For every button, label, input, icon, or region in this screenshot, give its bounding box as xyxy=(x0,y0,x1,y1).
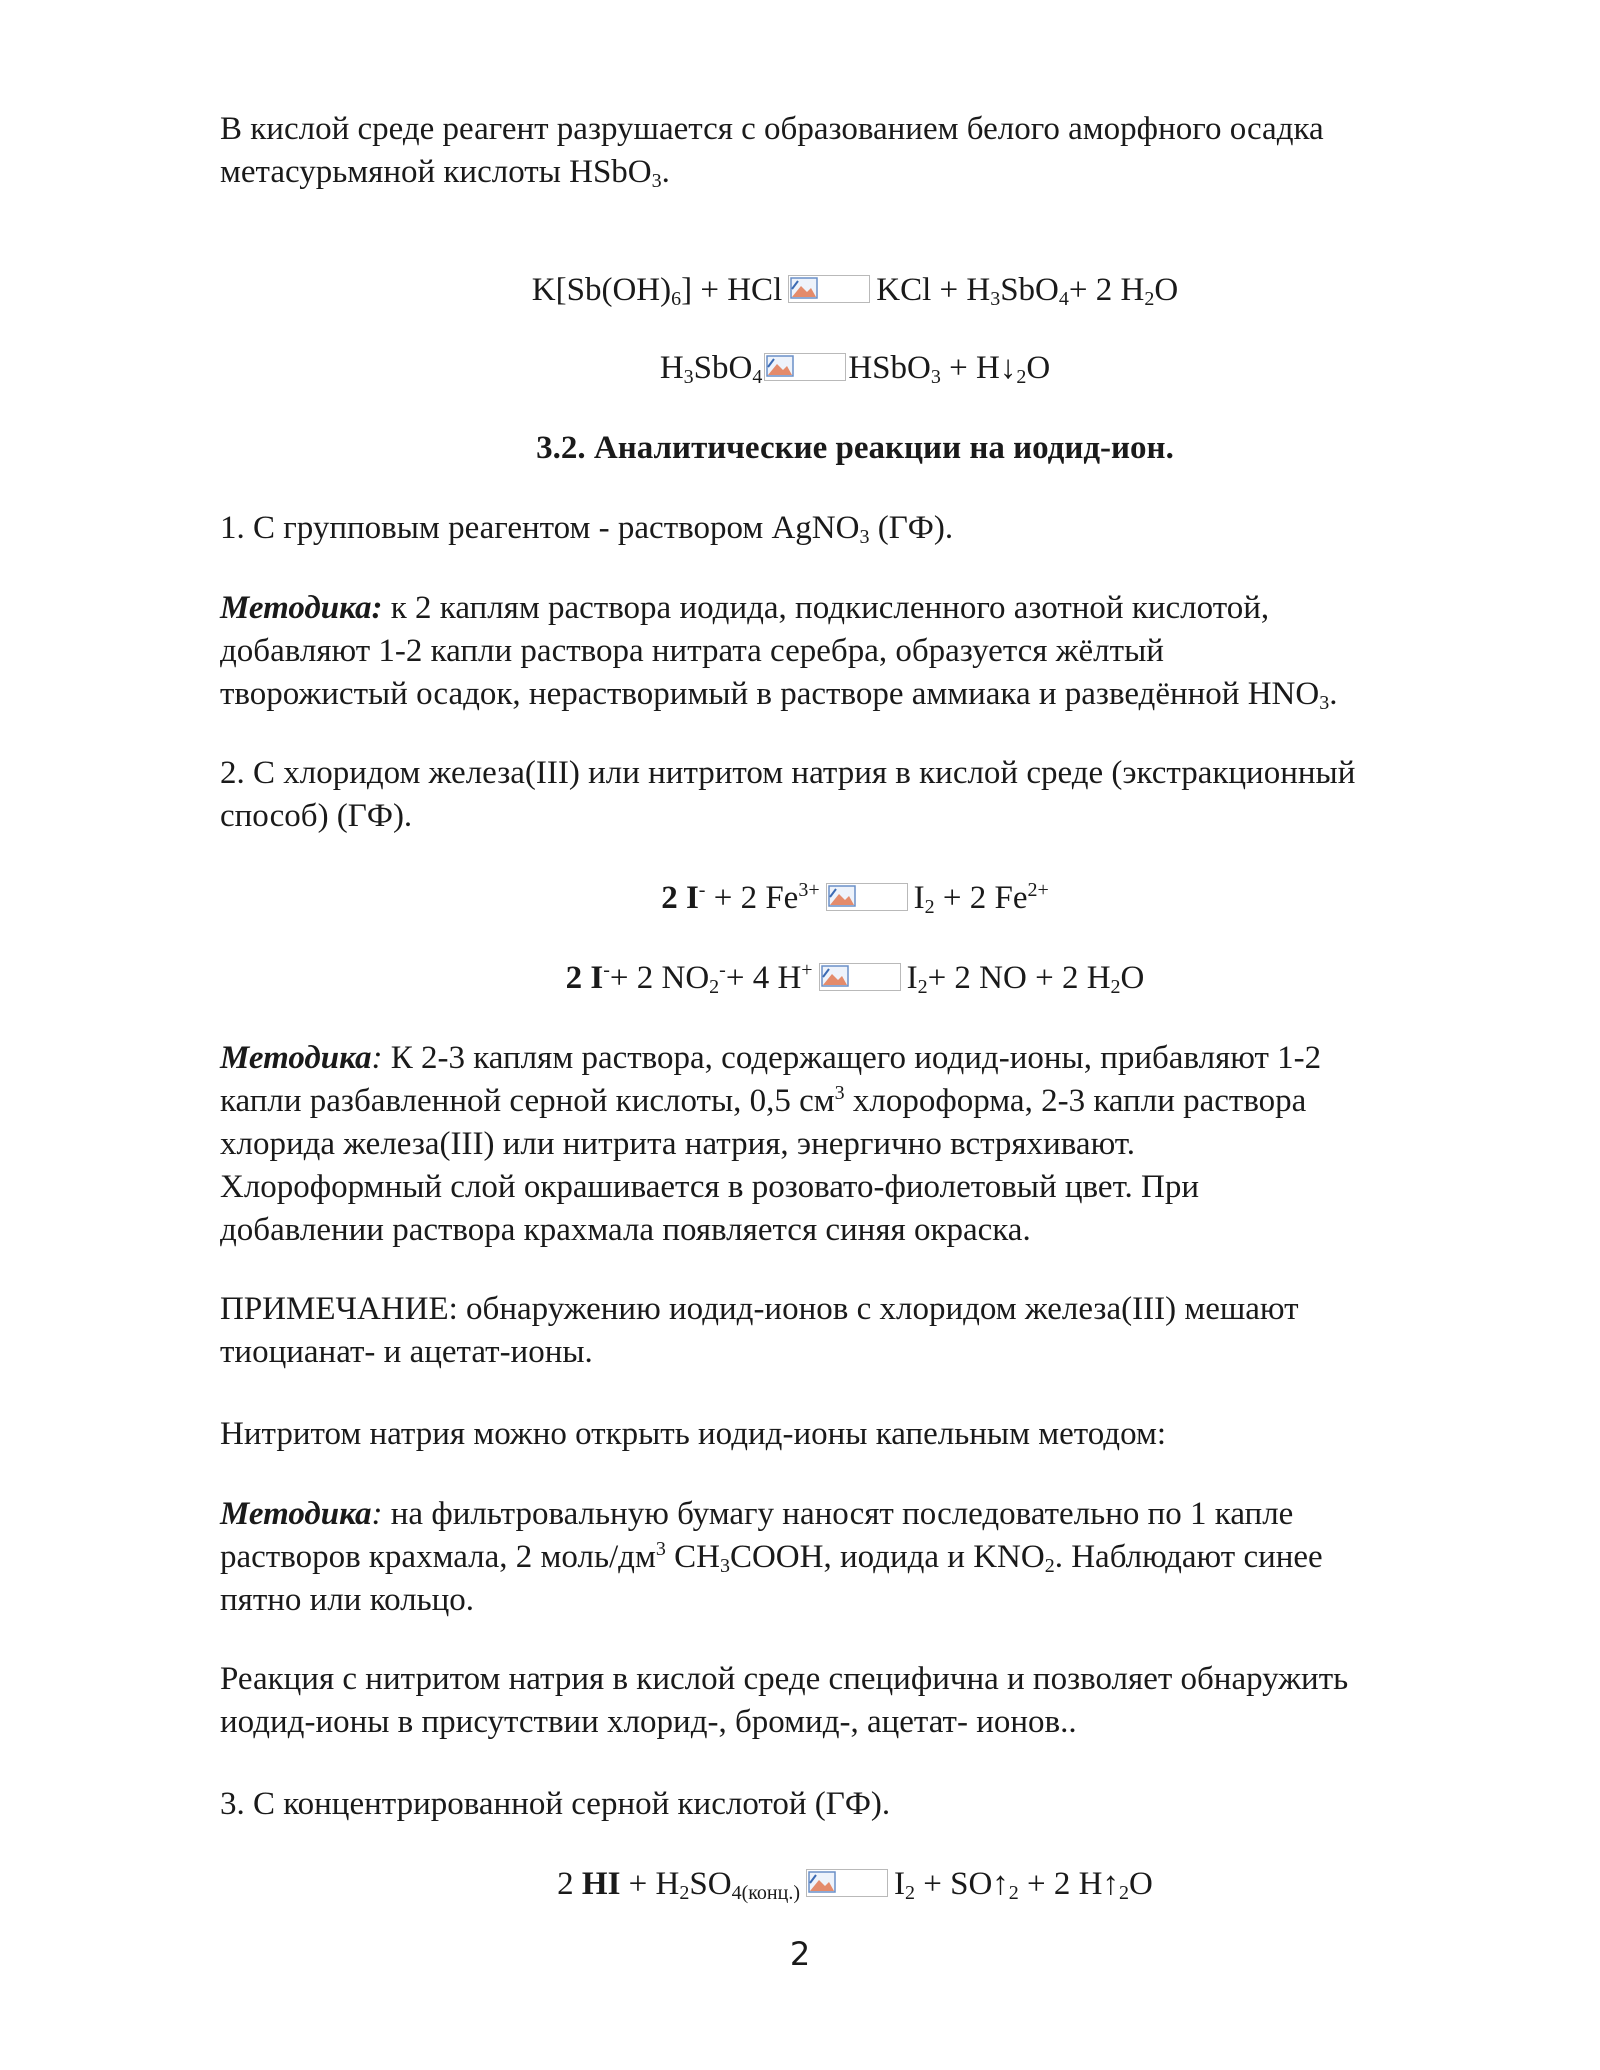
text-line: добавлении раствора крахмала появляется синяя окраска. xyxy=(220,1212,1031,1248)
text-line: иодид-ионы в присутствии хлорид-, бромид-, ацетат- ионов.. xyxy=(220,1704,1077,1740)
broken-image-icon xyxy=(826,883,908,911)
text-line: способ) (ГФ). xyxy=(220,798,413,834)
text-line: Методика: к 2 каплям раствора иодида, подкисленного азотной кислотой, xyxy=(220,590,1270,626)
item-3: 3. С концентрированной серной кислотой (ГФ). xyxy=(220,1786,891,1822)
text-line: Методика: К 2-3 каплям раствора, содержащего иодид-ионы, прибавляют 1-2 xyxy=(220,1040,1322,1076)
text-line: растворов крахмала, 2 моль/$дм^3$ $CH_3COOH$, иодида и $KNO_2$. Наблюдают синее xyxy=(220,1538,1323,1577)
paragraph-acid-decomposition xyxy=(220,108,1490,194)
text-line: хлорида железа(III) или нитрита натрия, энергично встряхивают. xyxy=(220,1126,1135,1162)
item-1: 1. С групповым реагентом - раствором AgNO$_3$ (ГФ). xyxy=(220,510,954,548)
text-line: ПРИМЕЧАНИЕ: обнаружению иодид-ионов с хлоридом железа(III) мешают xyxy=(220,1291,1299,1327)
equation-1: $K[Sb(OH)_6]$ + HCl KCl + $H_3SbO_4+ 2$ $H_2O$ xyxy=(531,272,1179,310)
text-line: тиоцианат- и ацетат-ионы. xyxy=(220,1334,593,1370)
method-label: Методика: xyxy=(220,590,383,626)
method-2 xyxy=(220,1037,1490,1252)
equation-5: 2 HI + $H_2SO_{4(конц.)}$ $I_2$ + $SO↑_2 + 2$ $H↑_2O$ xyxy=(557,1866,1153,1904)
text-line: Хлороформный слой окрашивается в розовато-фиолетовый цвет. При xyxy=(220,1169,1200,1205)
method-label: Методика xyxy=(220,1040,372,1076)
method-1 xyxy=(220,587,1490,716)
text-line: Методика: на фильтровальную бумагу наносят последовательно по 1 капле xyxy=(220,1496,1294,1532)
broken-image-icon xyxy=(788,275,870,303)
text-line: пятно или кольцо. xyxy=(220,1582,475,1618)
text-line: В кислой среде реагент разрушается с образованием белого аморфного осадка xyxy=(220,111,1324,147)
specificity-paragraph xyxy=(220,1658,1490,1744)
note-paragraph xyxy=(220,1288,1490,1374)
nitrite-paragraph: Нитритом натрия можно открыть иодид-ионы капельным методом: xyxy=(220,1416,1167,1452)
page-number: 2 xyxy=(789,1935,811,1973)
section-heading: 3.2. Аналитические реакции на иодид-ион. xyxy=(536,430,1174,466)
text-line: добавляют 1-2 капли раствора нитрата серебра, образуется жёлтый xyxy=(220,633,1164,669)
method-3 xyxy=(220,1493,1490,1622)
text-line: 2. С хлоридом железа(III) или нитритом натрия в кислой среде (экстракционный xyxy=(220,755,1356,791)
broken-image-icon xyxy=(819,963,901,991)
equation-2: $H_3SbO_4$ HSbO$_3$ + $H↓_2O$ xyxy=(659,350,1051,388)
text-line: капли разбавленной серной кислоты, 0,5 $см^3$ хлороформа, 2-3 капли раствора xyxy=(220,1082,1307,1119)
broken-image-icon xyxy=(764,353,846,381)
item-2 xyxy=(220,752,1490,838)
equation-3: 2 I- + 2 $Fe^{3+}$ $I_2 + 2$ $Fe^{2+}$ xyxy=(661,879,1049,918)
text-line: Реакция с нитритом натрия в кислой среде специфична и позволяет обнаружить xyxy=(220,1661,1349,1697)
text-line: метасурьмяной кислоты HSbO$_3$. xyxy=(220,154,670,192)
equation-4: 2 I-+ 2 $NO_2^-+ 4$ H+ $I_2+ 2$ NO + 2 $H_2O$ xyxy=(565,959,1145,998)
text-line: творожистый осадок, нерастворимый в растворе аммиака и разведённой $HNO_3$. xyxy=(220,676,1338,714)
broken-image-icon xyxy=(806,1869,888,1897)
method-label: Методика xyxy=(220,1496,372,1532)
